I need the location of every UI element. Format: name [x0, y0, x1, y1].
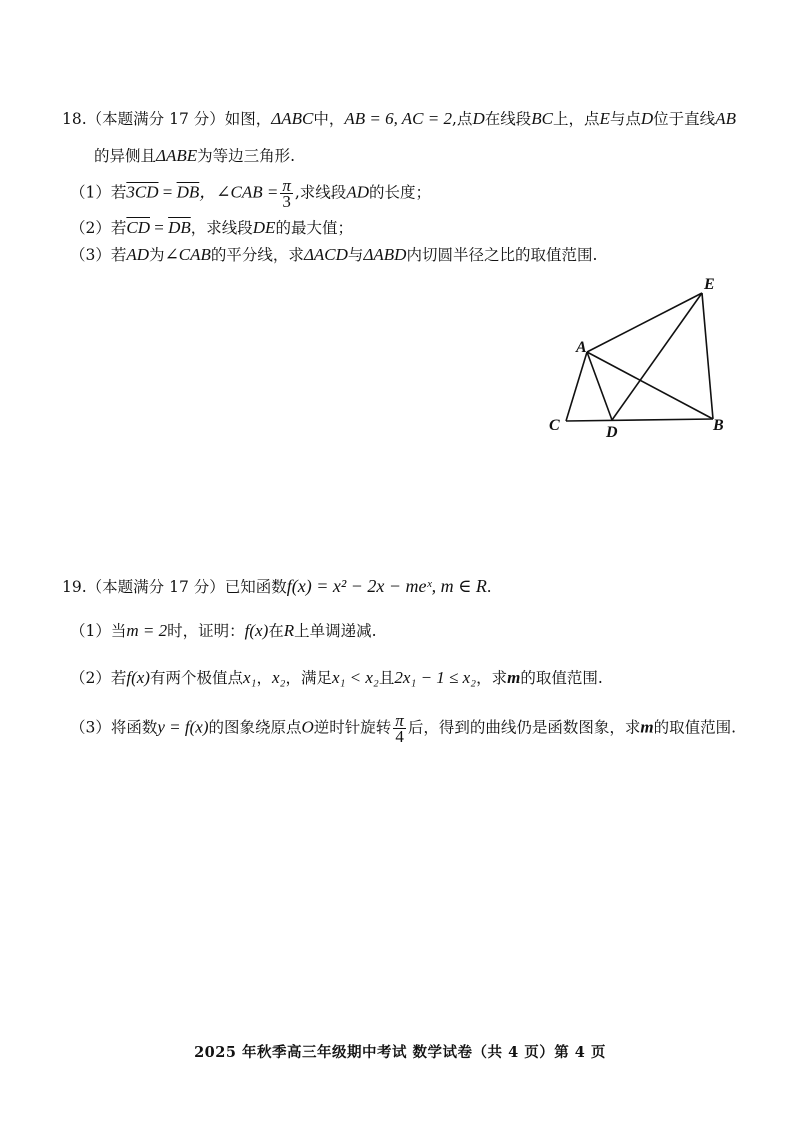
q18-line-ab: AB [715, 109, 736, 128]
label-d: D [606, 424, 618, 441]
q18-segment-ad: AD [126, 245, 150, 264]
q18-stem-line1 [62, 108, 736, 130]
q19-x2: x₂ [271, 668, 286, 687]
q19-function: f(x) = x² − 2x − meˣ, m ∈ R [286, 576, 487, 596]
q19-text: 时，证明： [167, 622, 245, 640]
q18-point-d: D [472, 109, 485, 128]
segment-ad [587, 352, 612, 420]
segment-ae [587, 293, 702, 352]
q18-angle-cab: ∠CAB [164, 245, 211, 264]
q18-text: ,求线段 [294, 183, 347, 202]
q18-text: 的最大值； [275, 219, 353, 237]
q19-part3 [70, 713, 736, 744]
q18-part3-label: （3）若 [70, 246, 127, 264]
q18-number: 18. [62, 110, 87, 128]
q19-m: m [640, 717, 654, 737]
q18-vector-cd: $\overline{CD}$ [126, 218, 150, 237]
q18-vector-db: $\overline{DB}$ [168, 218, 191, 237]
q19-period: . [486, 577, 492, 596]
q19-text: 逆时针旋转 [313, 718, 392, 737]
q18-text: 位于直线 [653, 110, 716, 128]
label-b: B [713, 417, 724, 434]
fraction-denominator: 3 [282, 192, 291, 211]
q18-equals: = [158, 182, 177, 202]
q18-segment-de: DE [252, 218, 276, 237]
q18-text: 的长度； [368, 183, 431, 202]
q18-stem-line2 [94, 145, 295, 167]
q19-text: 的图象绕原点 [208, 718, 302, 737]
q18-triangle-abe: ΔABE [156, 146, 198, 165]
q19-m: m [507, 668, 521, 687]
q19-text: 且 [378, 669, 395, 687]
q18-part1-label: （1）若 [70, 183, 127, 202]
q18-segment-ad: AD [346, 182, 369, 202]
q19-text: 的取值范围. [653, 718, 737, 737]
label-e: E [704, 276, 715, 293]
q19-inequality-1: x₁ < x₂ [331, 668, 379, 687]
label-c: C [549, 417, 560, 434]
q19-y-equals-fx: y = f(x) [157, 717, 209, 737]
segment-eb [702, 293, 713, 419]
q18-point-e: E [599, 109, 610, 128]
q19-part1 [70, 620, 377, 642]
q19-stem [62, 575, 491, 598]
q19-text: ，满足 [285, 669, 332, 687]
q18-text: 与 [347, 246, 364, 264]
q18-points: （本题满分 17 分） [86, 110, 225, 128]
q19-text: ，求 [476, 669, 508, 687]
q18-geometry-figure [540, 270, 740, 445]
q18-triangle-acd: ΔACD [303, 245, 348, 264]
q19-text: 在 [268, 622, 284, 640]
q18-part2-label: （2）若 [70, 219, 127, 237]
q19-x1: x₁ [242, 668, 257, 687]
q19-text: 后，得到的曲线仍是函数图象，求 [407, 718, 641, 737]
q18-part3 [70, 244, 597, 266]
q19-text: ， [256, 669, 272, 687]
q19-inequality-2: 2x₁ − 1 ≤ x₂ [394, 668, 477, 687]
q18-fraction-pi-3 [280, 178, 293, 209]
q19-text: 已知函数 [224, 578, 287, 596]
fraction-denominator: 4 [395, 727, 404, 746]
q18-text: 中， [313, 110, 345, 128]
q18-part2 [70, 217, 353, 239]
q18-text: 内切圆半径之比的取值范围. [406, 246, 598, 264]
q19-origin-o: O [301, 717, 314, 737]
q18-text: 的平分线，求 [210, 246, 304, 264]
q18-equals: = [150, 218, 169, 237]
fraction-numerator: π [282, 176, 291, 195]
q18-text: ,点 [452, 110, 473, 128]
q18-angle-cab: ，∠CAB = [199, 182, 279, 202]
q19-text: 有两个极值点 [149, 669, 243, 687]
q18-text: 为 [149, 246, 165, 264]
q19-m-equals-2: m = 2 [126, 621, 168, 640]
q19-text: 上单调递减. [294, 622, 377, 640]
q19-fx: f(x) [244, 621, 269, 640]
q19-text: 的取值范围. [520, 669, 603, 687]
q18-text: ，求线段 [190, 219, 253, 237]
segment-cb [566, 419, 713, 421]
q18-triangle-abc: ΔABC [271, 109, 314, 128]
q19-fx: f(x) [126, 668, 150, 687]
q18-text: 上，点 [552, 110, 600, 128]
q19-part3-label: （3）将函数 [70, 718, 158, 737]
q18-text: 如图， [224, 110, 272, 128]
q19-r: R [283, 621, 295, 640]
segment-ab [587, 352, 713, 419]
q18-segment-bc: BC [531, 109, 553, 128]
segment-ac [566, 352, 587, 421]
page-footer: 2025 年秋季高三年级期中考试 数学试卷（共 4 页）第 4 页 [194, 1044, 606, 1061]
q18-text: 与点 [609, 110, 641, 128]
q19-part2-label: （2）若 [70, 669, 127, 687]
fraction-numerator: π [395, 711, 404, 730]
q19-points: （本题满分 17 分） [86, 578, 225, 596]
q19-part1-label: （1）当 [70, 622, 127, 640]
q18-point-d: D [640, 109, 654, 128]
q18-text: 为等边三角形. [197, 147, 296, 165]
q18-part1 [70, 178, 431, 209]
q18-text: 的异侧且 [94, 147, 157, 165]
q19-fraction-pi-4 [393, 713, 406, 744]
q19-part2 [70, 667, 603, 689]
q18-triangle-abd: ΔABD [363, 245, 407, 264]
q18-vector-db: $\overline{DB}$ [176, 182, 200, 202]
q19-number: 19. [62, 578, 87, 596]
q18-condition: AB = 6, AC = 2 [344, 109, 452, 128]
segment-de [612, 293, 702, 420]
q18-text: 在线段 [484, 110, 532, 128]
label-a: A [576, 339, 587, 356]
q18-vector-cd: 3CD [126, 182, 159, 202]
